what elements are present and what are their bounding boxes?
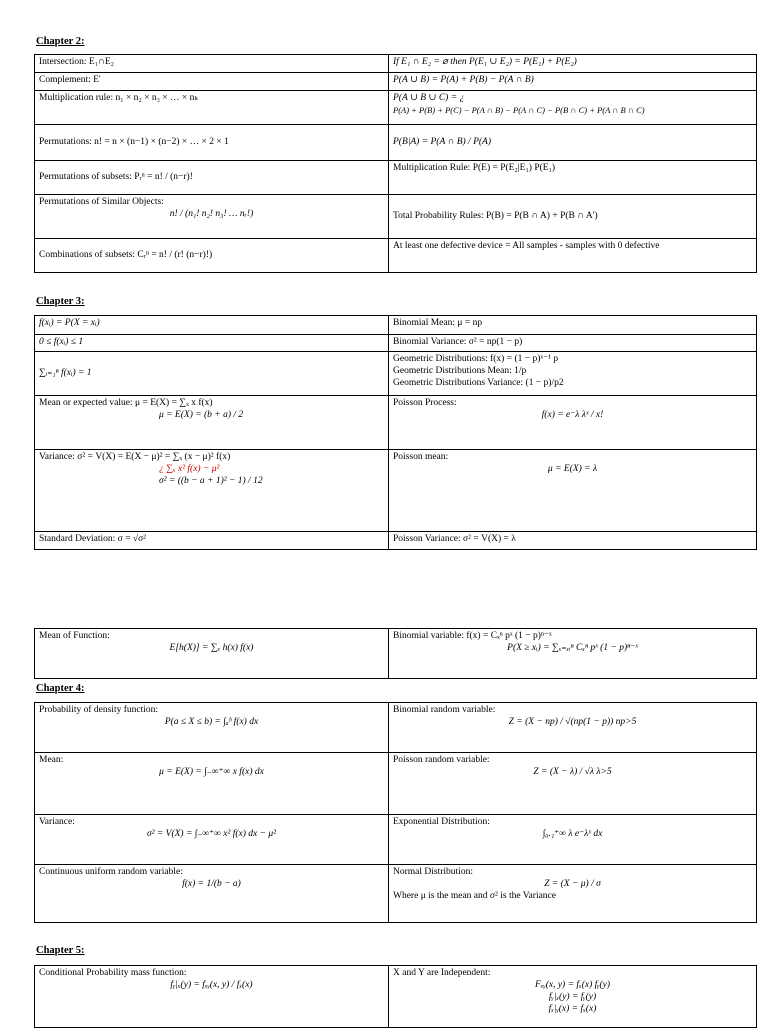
formula-cell: ∑ᵢ₌₁ⁿ f(xᵢ) = 1 [35, 352, 389, 396]
formula-cell: Variance: σ² = V(X) = ∫₋∞⁺∞ x² f(x) dx − μ² [35, 815, 389, 865]
formula-cell: Binomial random variable: Z = (X − np) / √(np(1 − p)) np>5 [389, 703, 757, 753]
formula-cell: Intersection: E₁∩E₂ [35, 55, 389, 73]
formula-cell: Poisson mean: μ = E(X) = λ [389, 450, 757, 532]
formula-cell: Variance: σ² = V(X) = E(X − μ)² = ∑ₓ (x − μ)² f(x) ¿ ∑ₓ x² f(x) − μ² σ² = ((b − a + 1)² − 1) / 12 [35, 450, 389, 532]
formula-cell: Conditional Probability mass function: fᵧ|ₓ(y) = fₓᵧ(x, y) / fₓ(x) [35, 966, 389, 1028]
formula-cell: P(A ∪ B) = P(A) + P(B) − P(A ∩ B) [389, 73, 757, 91]
chapter-3-heading: Chapter 3: [36, 296, 85, 307]
formula-cell: Continuous uniform random variable: f(x) = 1/(b − a) [35, 865, 389, 923]
formula-cell: X and Y are Independent: Fₓᵧ(x, y) = fₓ(x) fᵧ(y) fᵧ|ₓ(y) = fᵧ(y) fₓ|ᵧ(x) = fₓ(x) [389, 966, 757, 1028]
formula-cell: Geometric Distributions: f(x) = (1 − p)ˣ⁻¹ p Geometric Distributions Mean: 1/p Geometric Distributions Variance: (1 − p)/p2 [389, 352, 757, 396]
mean-of-function-table [34, 628, 757, 679]
formula-cell: Mean or expected value: μ = E(X) = ∑ₓ x f(x) μ = E(X) = (b + a) / 2 [35, 396, 389, 450]
chapter-5-heading: Chapter 5: [36, 945, 85, 956]
chapter-4-heading: Chapter 4: [36, 683, 85, 694]
formula-cell: Probability of density function: P(a ≤ X ≤ b) = ∫ₐᵇ f(x) dx [35, 703, 389, 753]
formula-cell: Poisson Process: f(x) = e⁻λ λˣ / x! [389, 396, 757, 450]
formula-cell: Poisson Variance: σ² = V(X) = λ [389, 532, 757, 550]
chapter-5-table [34, 965, 757, 1028]
formula-cell: Permutations of subsets: Pᵣⁿ = n! / (n−r)! [35, 161, 389, 195]
formula-cell: Exponential Distribution: ∫₀.₁⁺∞ λ e⁻λˣ dx [389, 815, 757, 865]
formula-cell: Permutations of Similar Objects: n! / (n₁! n₂! n₃! … nᵣ!) [35, 195, 389, 239]
formula-cell: P(A ∪ B ∪ C) = ¿ P(A) + P(B) + P(C) − P(A ∩ B) − P(A ∩ C) − P(B ∩ C) + P(A ∩ B ∩ C) [389, 91, 757, 125]
formula-cell: Poisson random variable: Z = (X − λ) / √λ λ>5 [389, 753, 757, 815]
formula-cell: Multiplication Rule: P(E) = P(E₂|E₁) P(E₁) [389, 161, 757, 195]
formula-cell: Multiplication rule: n₁ × n₂ × n₃ × … × nₖ [35, 91, 389, 125]
formula-cell: Binomial Mean: μ = np [389, 316, 757, 335]
chapter-3-table [34, 315, 757, 550]
formula-cell: Total Probability Rules: P(B) = P(B ∩ A) + P(B ∩ A') [389, 195, 757, 239]
chapter-2-table [34, 54, 757, 273]
formula-cell: Combinations of subsets: Cᵣⁿ = n! / (r! (n−r)!) [35, 239, 389, 273]
formula-cell: Standard Deviation: σ = √σ² [35, 532, 389, 550]
formula-cell: f(xᵢ) = P(X = xᵢ) [35, 316, 389, 335]
formula-cell: Permutations: n! = n × (n−1) × (n−2) × … × 2 × 1 [35, 125, 389, 161]
formula-cell: Complement: E' [35, 73, 389, 91]
formula-cell: Binomial variable: f(x) = Cₓⁿ pˣ (1 − p)ⁿ⁻ˣ P(X ≥ xᵢ) = ∑ₓ₌ₓᵢⁿ Cₓⁿ pˣ (1 − p)ⁿ⁻ˣ [389, 629, 757, 679]
formula-cell: If E₁ ∩ E₂ = ⌀ then P(E₁ ∪ E₂) = P(E₁) + P(E₂) [389, 55, 757, 73]
formula-cell: Mean: μ = E(X) = ∫₋∞⁺∞ x f(x) dx [35, 753, 389, 815]
formula-cell: Binomial Variance: σ² = np(1 − p) [389, 335, 757, 352]
formula-cell: Mean of Function: E[h(X)] = ∑ₓ h(x) f(x) [35, 629, 389, 679]
chapter-2-heading: Chapter 2: [36, 36, 85, 47]
chapter-4-table [34, 702, 757, 923]
formula-cell: P(B|A) = P(A ∩ B) / P(A) [389, 125, 757, 161]
formula-cell: Normal Distribution: Z = (X − μ) / σ Where μ is the mean and σ² is the Variance [389, 865, 757, 923]
formula-cell: At least one defective device = All samples - samples with 0 defective [389, 239, 757, 273]
formula-cell: 0 ≤ f(xᵢ) ≤ 1 [35, 335, 389, 352]
